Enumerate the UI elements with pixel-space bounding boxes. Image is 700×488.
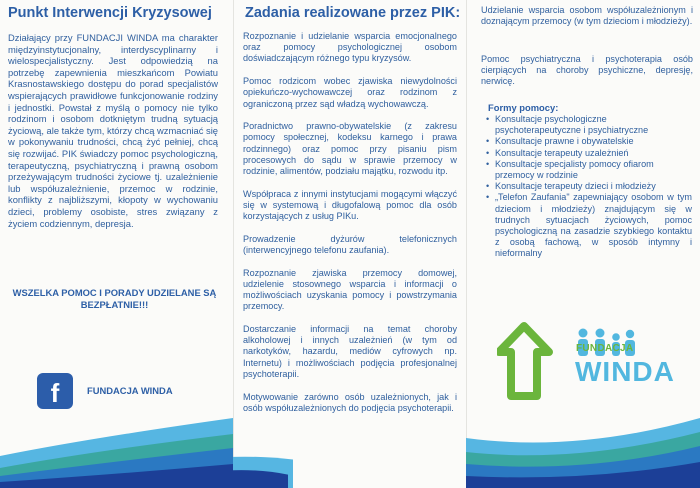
list-item: • Konsultacje specjalisty pomocy ofiarom przemocy w rodzinie bbox=[486, 159, 694, 181]
task-item: Pomoc rodzicom wobec zjawiska niewydolności opiekuńczo-wychowawczej oraz rodzinom z ograniczoną przez sąd władzą wychowawczą. bbox=[243, 76, 457, 109]
list-item: • Konsultacje terapeuty dzieci i młodzieży bbox=[486, 181, 694, 192]
task-item: Poradnictwo prawno-obywatelskie (z zakresu pomocy społecznej, kodeksu karnego i prawa rodzinnego) oraz pomoc przy pisaniu pism procesowych do sądu w sprawie przemocy w rodzinie, alimentów, podziału majątku, rozwodu itp. bbox=[243, 121, 457, 177]
pik-description: Działający przy FUNDACJI WINDA ma charakter międzyinstytucjonalny, interdyscyplinarny i wielospecjalistyczny. Jest odpowiedzią na potrzebę zapewnienia mieszkańcom Powiatu Krasnostawskiego dostępu do porad specjalistów wspierających prawidłowe funkcjonowanie rodziny i jednostki. Powstał z myślą o pomocy nie tylko rodzinom i osobom dotkniętym trudną sytuacją życiową, ale także tym, którzy chcą wzmacniać się w pokonywaniu trudności, chcą żyć pełniej, chcą się rozwijać. PIK świadczy pomoc psychologiczną, terapeutyczną, psychiatryczną i prawną osobom przeżywającym trudności życiowe tj. uzależnienie lub współuzależnienie, przemoc w rodzinie, konflikty z najbliższymi, kłopoty w wychowaniu dzieci, problemy osobiste, stres związany z życiem codziennym, depresja. bbox=[8, 32, 218, 229]
task-item: Rozpoznanie zjawiska przemocy domowej, udzielenie stosownego wsparcia i informacji o możliwościach uzyskania pomocy i powstrzymania przemocy. bbox=[243, 267, 457, 312]
logo-top-text: FUNDACJA bbox=[576, 343, 634, 354]
middle-panel bbox=[233, 0, 466, 488]
task-item: Motywowanie zarówno osób uzależnionych, jak i osób współuzależnionych do podjęcia psychoterapii. bbox=[243, 391, 457, 413]
forms-list bbox=[486, 114, 694, 260]
right-panel bbox=[466, 0, 700, 488]
task-item: Prowadzenie dyżurów telefonicznych (interwencyjnego telefonu zaufania). bbox=[243, 233, 457, 256]
logo-main-text: WINDA bbox=[575, 356, 675, 387]
task-item: Dostarczanie informacji na temat choroby alkoholowej i innych uzależnień (w tym od narkotyków, hazardu, mediów cyfrowych np. Internetu) i możliwościach podjęcia profesjonalnej psychoterapii. bbox=[243, 324, 457, 379]
decorative-waves-right bbox=[466, 398, 700, 488]
list-item: • Konsultacje terapeuty uzależnień bbox=[486, 148, 694, 159]
list-item: • „Telefon Zaufania" zapewniający osobom w tym dzieciom i młodzieży) znajdującym się w trudnych sytuacjach życiowych, pomoc psychologiczną na zasadzie szybkiego kontaktu z osobą fachową, w sposób intymny i nieformalny bbox=[486, 192, 694, 259]
left-panel-title: Punkt Interwencji Kryzysowej bbox=[8, 5, 212, 21]
facebook-label: FUNDACJA WINDA bbox=[87, 385, 173, 396]
figure-head bbox=[612, 333, 620, 341]
decorative-waves-middle bbox=[233, 448, 466, 488]
tasks-list bbox=[243, 31, 457, 425]
facebook-icon[interactable]: f bbox=[37, 373, 73, 409]
figure-head bbox=[596, 329, 605, 338]
psychiatry-text: Pomoc psychiatryczna i psychoterapia osób cierpiących na choroby psychiczne, depresję, nerwicę. bbox=[481, 54, 693, 87]
forms-title: Formy pomocy: bbox=[488, 102, 559, 113]
left-panel bbox=[0, 0, 233, 488]
free-help-note: WSZELKA POMOC I PORADY UDZIELANE SĄ BEZPŁATNIE!!! bbox=[12, 287, 217, 310]
logo-arrow bbox=[499, 326, 549, 396]
list-item: • Konsultacje prawne i obywatelskie bbox=[486, 136, 694, 147]
figure-head bbox=[579, 329, 588, 338]
task-item: Rozpoznanie i udzielanie wsparcia emocjonalnego oraz pomocy psychologicznej osobom doświadczającym różnego typu kryzysów. bbox=[243, 31, 457, 64]
task-item: Współpraca z innymi instytucjami mogącymi włączyć się w systemową i długofalową pomoc dla osób korzystających z usług PIKu. bbox=[243, 188, 457, 222]
fundacja-winda-logo bbox=[497, 322, 687, 402]
decorative-waves-left bbox=[0, 398, 233, 488]
figure-head bbox=[626, 330, 634, 338]
list-item: • Konsultacje psychologiczne psychoterapeutyczne i psychiatryczne bbox=[486, 114, 694, 136]
support-intro: Udzielanie wsparcia osobom współuzależnionym i doznającym przemocy (w tym dzieciom i młodzieży). bbox=[481, 5, 693, 27]
middle-panel-title: Zadania realizowane przez PIK: bbox=[245, 5, 461, 21]
